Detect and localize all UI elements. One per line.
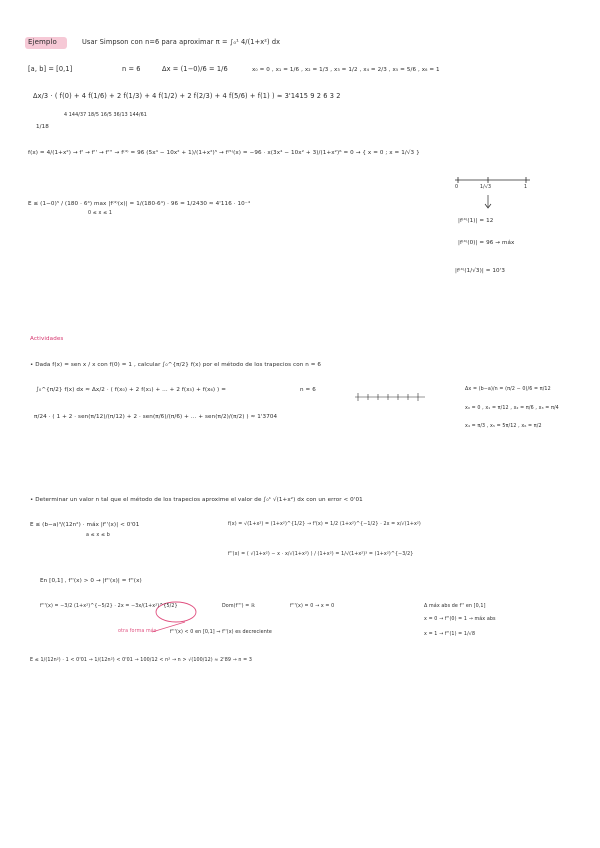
f4-at-1: |f⁽⁴⁾(1)| = 12 [458, 218, 494, 224]
numline-label-0: 0 [455, 185, 459, 190]
activity1-integral: ∫₀^{π/2} f(x) dx ≈ Δx/2 · ( f(x₀) + 2 f(x₁) + ... + 2 f(x₅) + f(x₆) ) = [36, 387, 227, 393]
activity1-statement: • Dada f(x) = sen x / x con f(0) = 1 , calcular ∫₀^{π/2} f(x) por el método de los trapecios con n = 6 [30, 362, 322, 368]
example-statement: Usar Simpson con n=6 para aproximar π = ∫₀¹ 4/(1+x²) dx [82, 38, 281, 46]
activity2-note-label: otra forma más [118, 629, 157, 634]
simpson-values: 4 144/37 18/5 16/5 36/13 144/61 [64, 113, 147, 118]
nodes-text: x₀ = 0 , x₁ = 1/6 , x₂ = 1/3 , x₃ = 1/2 , x₄ = 2/3 , x₅ = 5/6 , x₆ = 1 [252, 67, 440, 73]
error-bound: E ≤ (1−0)⁵ / (180 · 6⁴) max |f⁽⁴⁾(x)| = 1/(180·6⁴) · 96 = 1/2430 ≈ 4'116 · 10⁻⁴ [28, 201, 251, 207]
activity1-result: π/24 · ( 1 + 2 · sen(π/12)/(π/12) + 2 · sen(π/6)/(π/6) + ... + sen(π/2)/(π/2) ) ≈ 1'3704 [34, 414, 278, 420]
activity1-n: n = 6 [300, 387, 316, 393]
activity2-eval-1: x = 1 → f''(1) = 1/√8 [424, 632, 476, 637]
activity2-note: f'''(x) < 0 en [0,1] ⇒ f''(x) es decreciente [170, 630, 272, 635]
activity2-third-derivative: f'''(x) = −3/2 (1+x²)^{−5/2} · 2x = −3x/(1+x²)^{5/2} [40, 604, 178, 609]
simpson-factor: 1/18 [36, 124, 49, 130]
activity2-max-heading: Δ máx abs de f'' en [0,1] [424, 604, 486, 609]
numline-label-2: 1 [524, 185, 528, 190]
activity2-interval: En [0,1] , f''(x) > 0 → |f''(x)| = f''(x) [40, 578, 142, 584]
derivative-chain: f(x) = 4/(1+x²) → f' → f'' → f''' → f⁽⁴⁾ = 96 (5x⁴ − 10x² + 1)/(1+x²)⁵ → f⁽⁵⁾(x) = −96 · x(3x⁴ − 10x² + 3)/(1+x²)⁶ = 0 → { x = 0 ; x = 1/√3 } [28, 150, 420, 156]
activity1-nodes-2: x₄ = π/3 , x₅ = 5π/12 , x₆ = π/2 [465, 424, 542, 429]
activities-heading: Actividades [30, 336, 64, 342]
f4-at-root: |f⁽⁴⁾(1/√3)| = 10'3 [455, 268, 506, 274]
activity2-critical-point: f'''(x) = 0 → x = 0 [290, 604, 335, 609]
numline-label-1: 1/√3 [480, 185, 492, 190]
error-range: 0 ≤ x ≤ 1 [88, 211, 112, 216]
activity1-nodes-1: x₀ = 0 , x₁ = π/12 , x₂ = π/6 , x₃ = π/4 [465, 406, 559, 411]
example-title: Ejemplo [28, 38, 57, 46]
activity2-second-derivative: f''(x) = ( √(1+x²) − x · x/√(1+x²) ) / (1+x²) = 1/√(1+x²)³ = (1+x²)^{−3/2} [228, 552, 414, 557]
activity2-statement: • Determinar un valor n tal que el método de los trapecios aproxime el valor de ∫₀¹ √(1+x²) dx con un error < 0'01 [30, 497, 363, 503]
f4-at-0: |f⁽⁴⁾(0)| = 96 → máx [458, 240, 515, 246]
activity2-eval-0: x = 0 → f''(0) = 1 → máx abs [424, 617, 496, 622]
activity2-domain: Dom(f''') = ℝ [222, 604, 255, 609]
n-value-text: n = 6 [122, 65, 141, 73]
activity2-final: E ≤ 1/(12n²) · 1 < 0'01 → 1/(12n²) < 0'01 → 100/12 < n² → n > √(100/12) ≈ 2'89 → n = 3 [30, 658, 253, 663]
interval-text: [a, b] = [0,1] [28, 65, 73, 73]
step-text: Δx = (1−0)/6 = 1/6 [162, 65, 228, 73]
activity1-dx: Δx = (b−a)/n = (π/2 − 0)/6 = π/12 [465, 387, 551, 392]
activity2-error: E ≤ (b−a)³/(12n²) · máx |f''(x)| < 0'01 [30, 522, 140, 528]
activity2-first-derivative: f(x) = √(1+x²) = (1+x²)^{1/2} → f'(x) = 1/2 (1+x²)^{−1/2} · 2x = x/√(1+x²) [228, 522, 421, 527]
simpson-formula: Δx/3 · ( f(0) + 4 f(1/6) + 2 f(1/3) + 4 f(1/2) + 2 f(2/3) + 4 f(5/6) + f(1) ) ≈ 3'1415 9 2 6 3 2 [33, 92, 341, 100]
activity2-error-range: a ≤ x ≤ b [86, 533, 110, 538]
